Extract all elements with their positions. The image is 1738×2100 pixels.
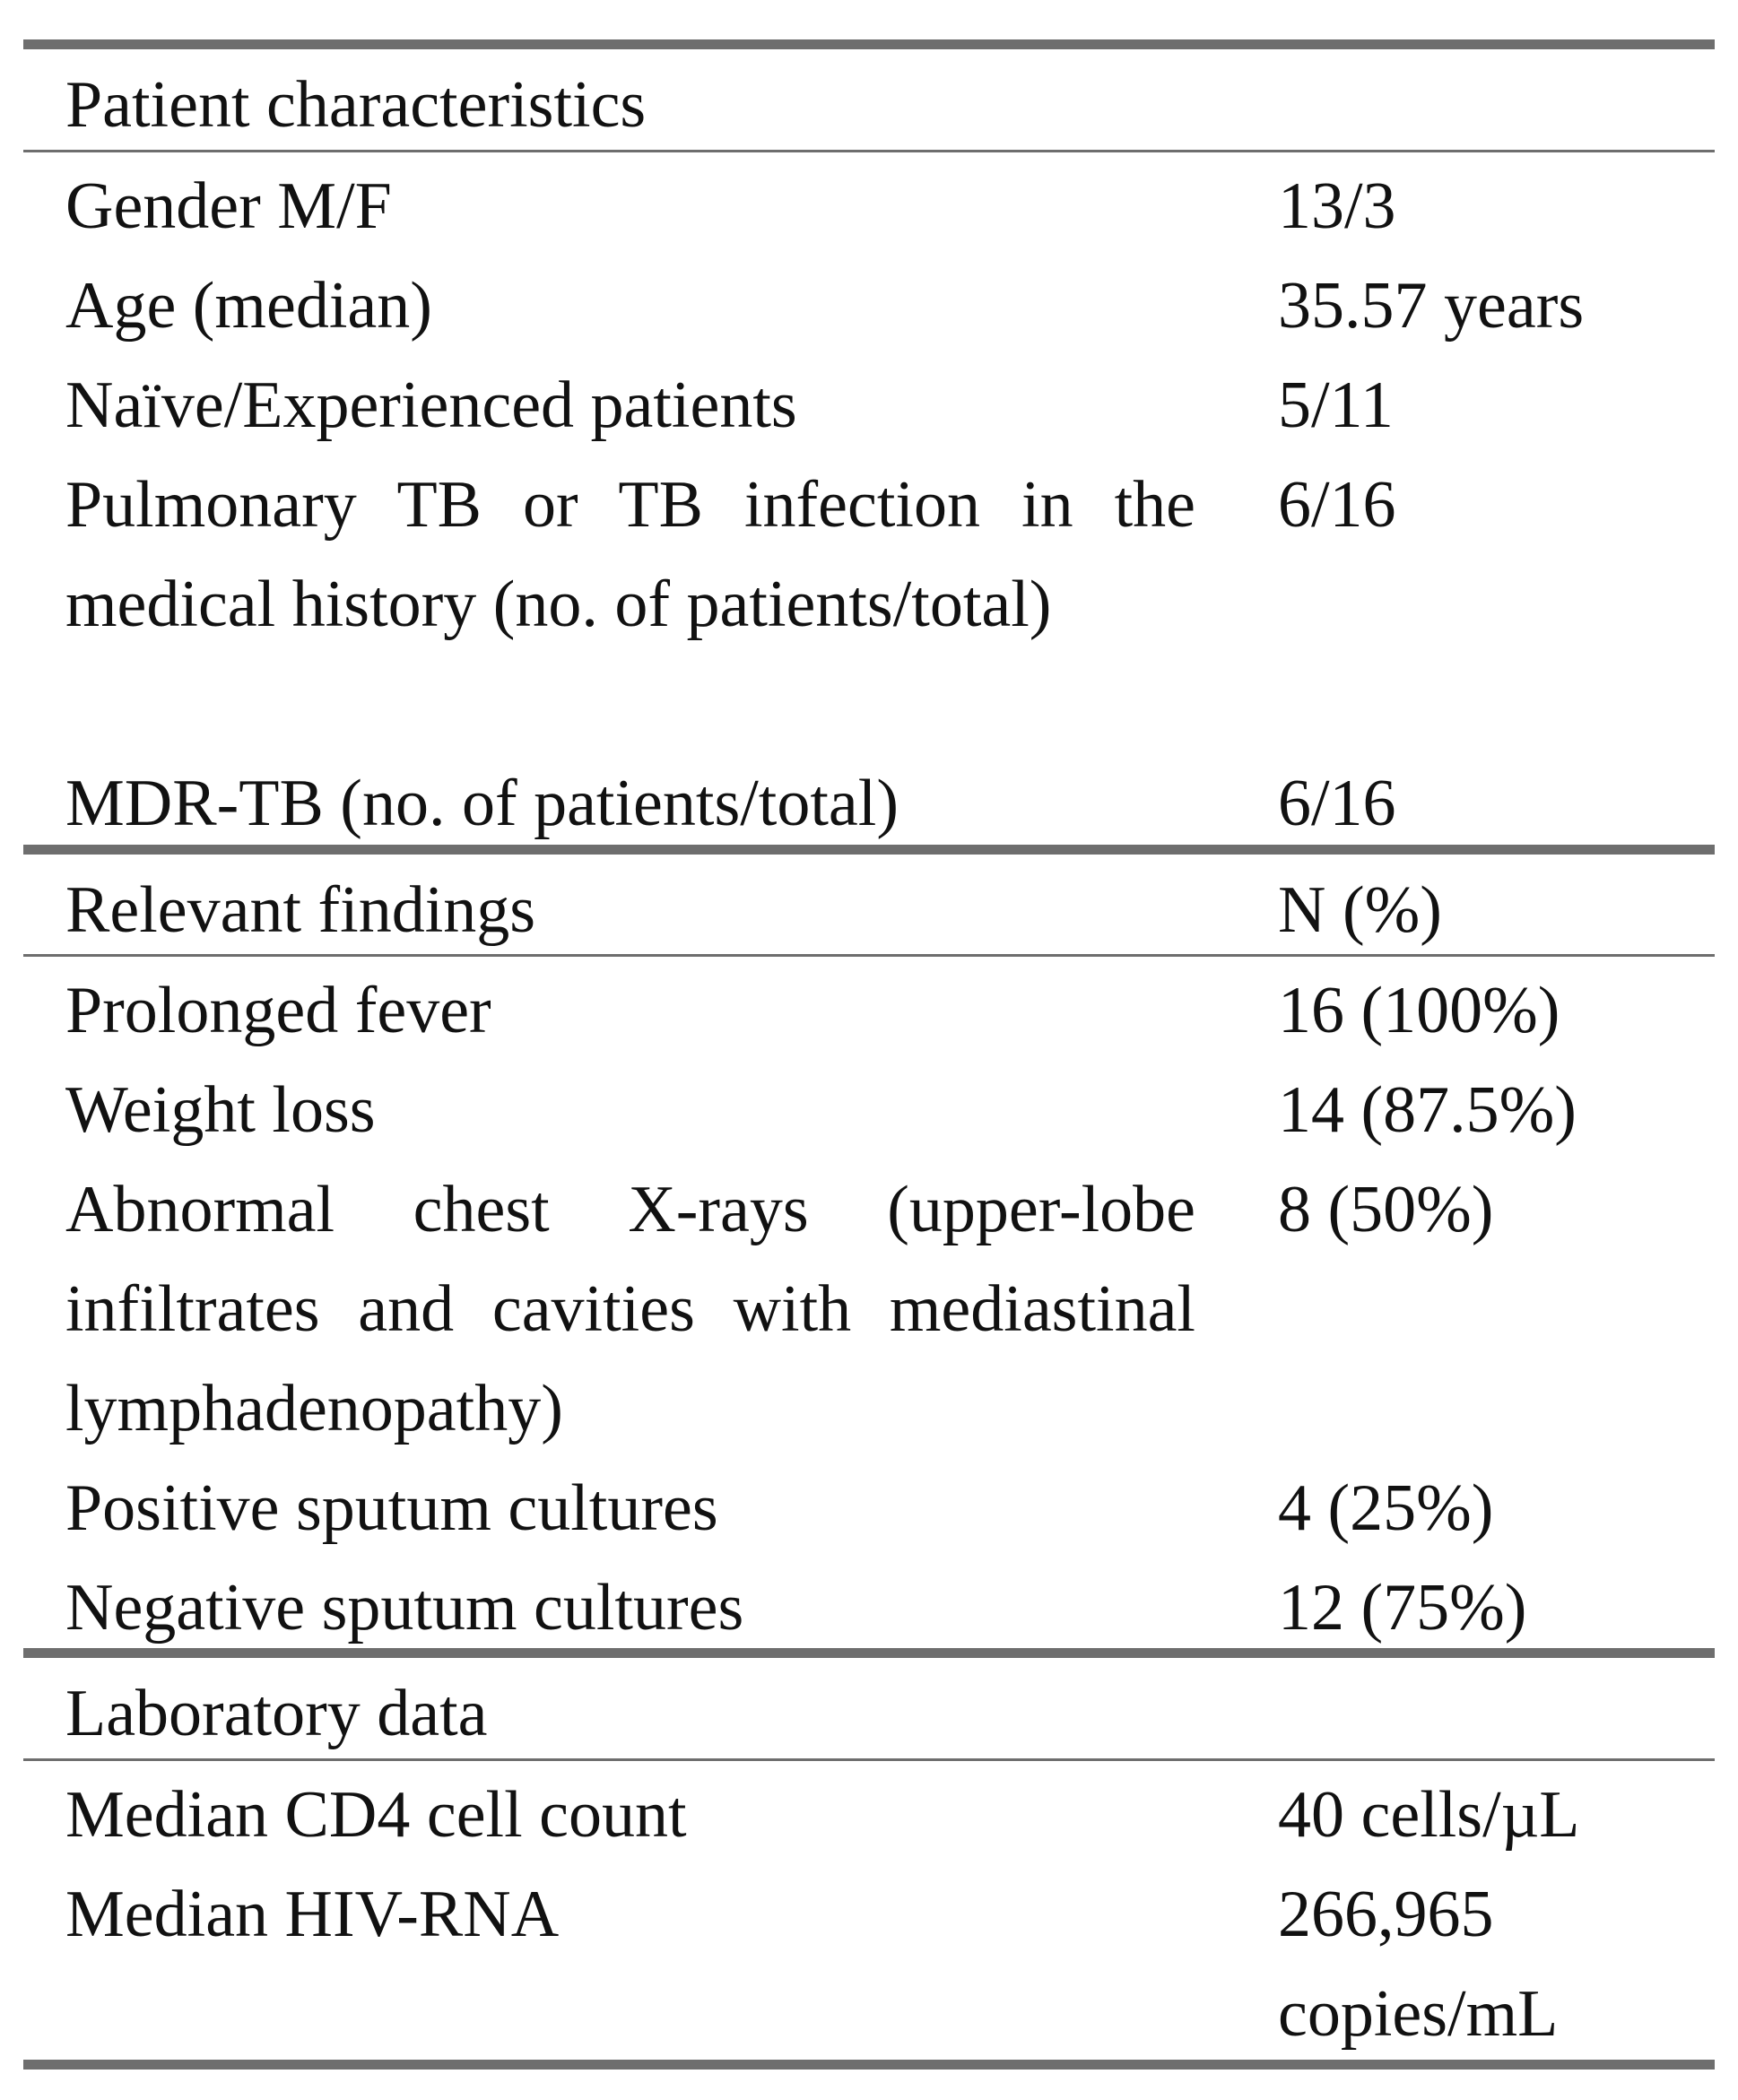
row-label-gender: Gender M/F bbox=[65, 169, 392, 243]
header-rule bbox=[23, 150, 1715, 152]
row-value-pulmonary-tb-history: 6/16 bbox=[1278, 468, 1396, 542]
row-label-weight-loss: Weight loss bbox=[65, 1073, 376, 1147]
row-value-age: 35.57 years bbox=[1278, 269, 1585, 343]
section-rule bbox=[23, 1648, 1715, 1658]
row-value-weight-loss: 14 (87.5%) bbox=[1278, 1073, 1577, 1147]
section-header-n-percent: N (%) bbox=[1278, 873, 1442, 947]
row-value-naive-experienced: 5/11 bbox=[1278, 369, 1394, 442]
row-label-positive-sputum: Positive sputum cultures bbox=[65, 1471, 718, 1545]
row-value-mdr-tb: 6/16 bbox=[1278, 767, 1396, 840]
section-header-laboratory-data: Laboratory data bbox=[65, 1677, 488, 1750]
row-label-naive-experienced: Naïve/Experienced patients bbox=[65, 369, 797, 442]
row-value-abnormal-chest-xrays: 8 (50%) bbox=[1278, 1173, 1494, 1246]
header-rule bbox=[23, 1758, 1715, 1761]
row-label-pulmonary-tb-history: Pulmonary TB or TB infection in the medical history (no. of patients/total) bbox=[65, 468, 1195, 641]
row-value-prolonged-fever: 16 (100%) bbox=[1278, 974, 1560, 1047]
row-value-positive-sputum: 4 (25%) bbox=[1278, 1471, 1494, 1545]
section-rule bbox=[23, 845, 1715, 855]
row-label-negative-sputum: Negative sputum cultures bbox=[65, 1571, 744, 1644]
section-header-patient-characteristics: Patient characteristics bbox=[65, 68, 647, 142]
top-rule bbox=[23, 39, 1715, 49]
row-label-median-hiv-rna: Median HIV-RNA bbox=[65, 1878, 560, 1951]
row-value-median-hiv-rna: 266,965 bbox=[1278, 1878, 1494, 1951]
row-value-gender: 13/3 bbox=[1278, 169, 1396, 243]
section-header-relevant-findings: Relevant findings bbox=[65, 873, 536, 947]
row-label-prolonged-fever: Prolonged fever bbox=[65, 974, 491, 1047]
bottom-rule bbox=[23, 2060, 1715, 2070]
header-rule bbox=[23, 954, 1715, 957]
row-label-age: Age (median) bbox=[65, 269, 432, 343]
row-label-median-cd4: Median CD4 cell count bbox=[65, 1778, 687, 1852]
row-value-median-hiv-rna-unit: copies/mL bbox=[1278, 1977, 1559, 2051]
row-value-median-cd4: 40 cells/µL bbox=[1278, 1778, 1580, 1852]
row-label-mdr-tb: MDR-TB (no. of patients/total) bbox=[65, 767, 899, 840]
row-label-abnormal-chest-xrays: Abnormal chest X-rays (upper-lobe infiltrates and cavities with mediastinal lymphadenopathy) bbox=[65, 1173, 1195, 1445]
row-value-negative-sputum: 12 (75%) bbox=[1278, 1571, 1527, 1644]
